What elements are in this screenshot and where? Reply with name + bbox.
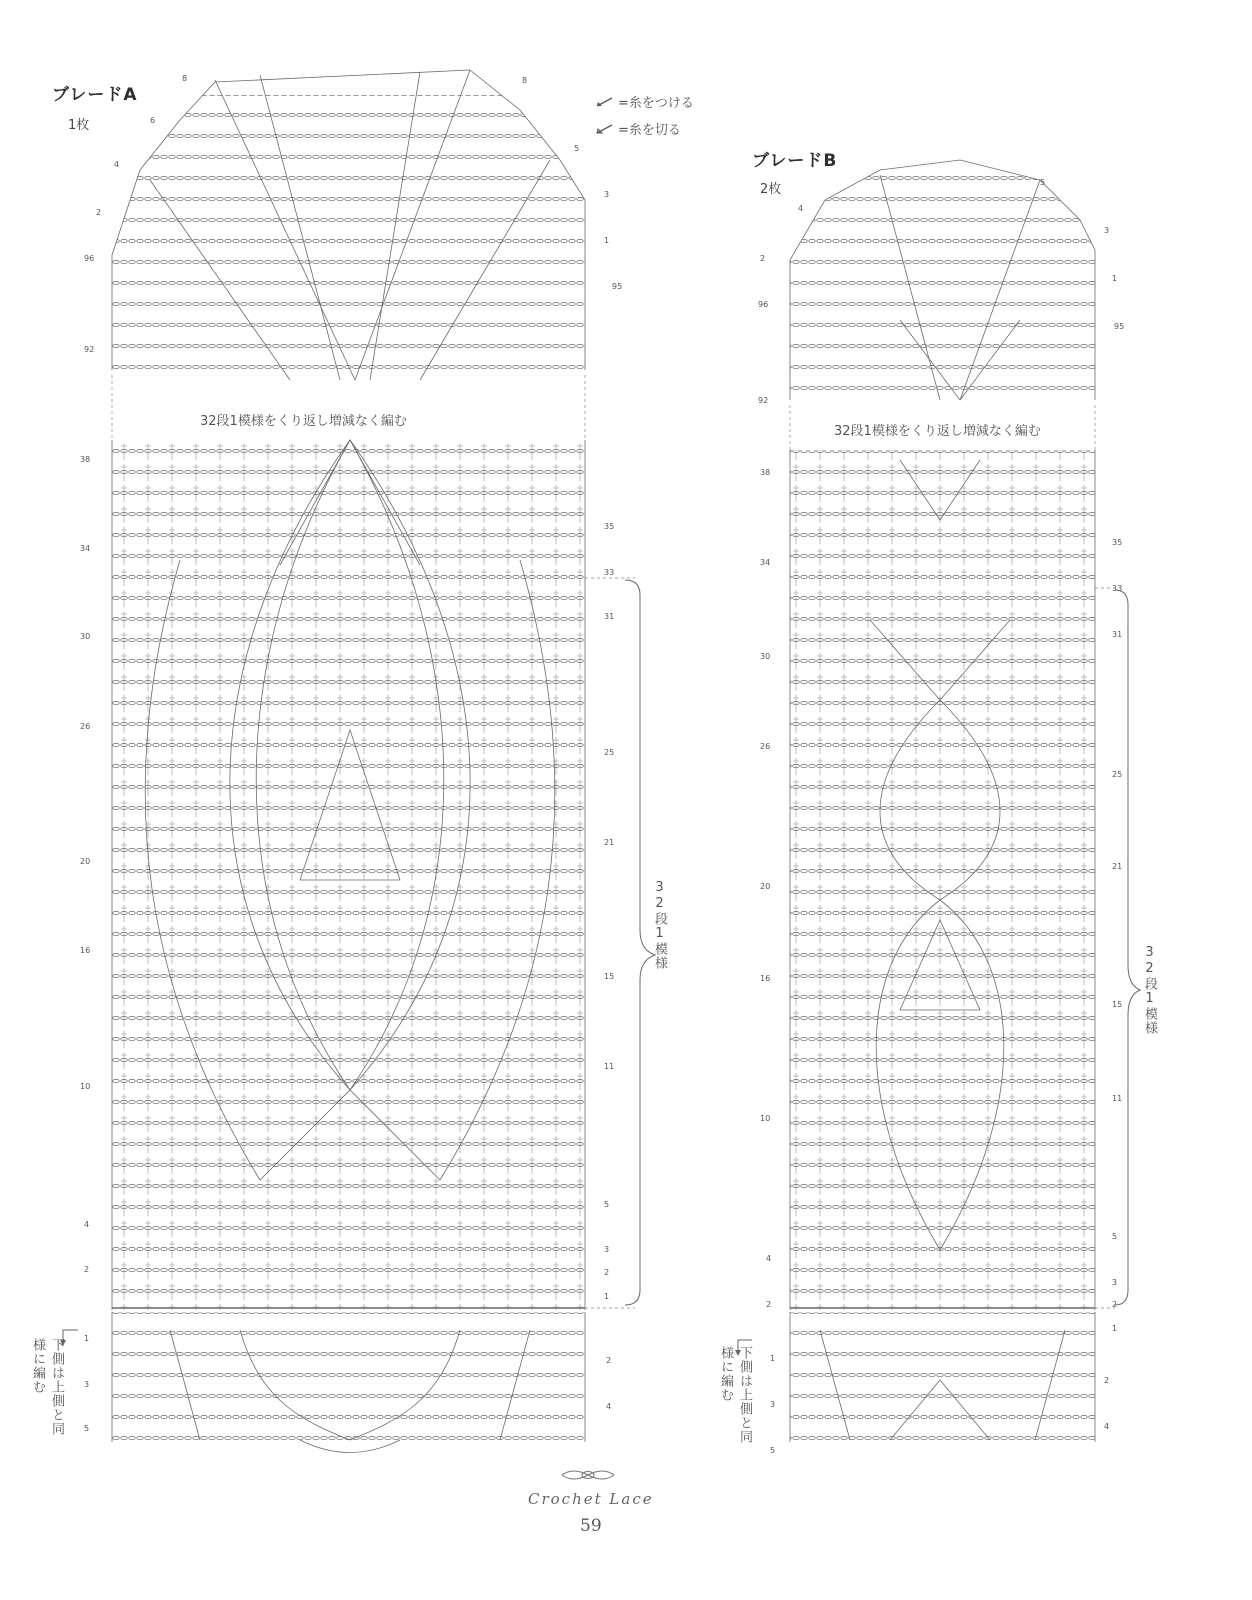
row-label: 3: [1112, 1278, 1118, 1287]
row-label: 34: [760, 558, 771, 567]
braid-a-count: 1枚: [68, 118, 90, 133]
row-label: 10: [760, 1114, 771, 1123]
braid-b-count: 2枚: [760, 182, 782, 197]
row-label: 3: [604, 190, 610, 199]
row-label: 33: [1112, 584, 1123, 593]
row-label: 35: [1112, 538, 1123, 547]
row-label: 35: [604, 522, 615, 531]
row-label: 4: [114, 160, 120, 169]
braid-b-bottom-chart: [790, 1312, 1095, 1442]
attach-yarn-icon: [596, 96, 614, 108]
row-label: 5: [1112, 1232, 1118, 1241]
braid-a-top-chart: [112, 70, 585, 380]
braid-b-repeat-note: 32段1模様をくり返し増減なく編む: [834, 424, 1041, 439]
row-label: 8: [182, 74, 188, 83]
row-label: 11: [604, 1062, 615, 1071]
row-label: 20: [80, 857, 91, 866]
row-label: 96: [758, 300, 769, 309]
row-label: 4: [766, 1254, 772, 1263]
row-label: 4: [606, 1402, 612, 1411]
braid-a-repeat-label: 32段1模様: [652, 880, 667, 970]
row-label: 20: [760, 882, 771, 891]
row-label: 2: [606, 1356, 612, 1365]
row-label: 10: [80, 1082, 91, 1091]
row-label: 25: [604, 748, 615, 757]
ornament-icon: [558, 1466, 618, 1484]
footer-title: Crochet Lace: [528, 1490, 654, 1508]
row-label: 3: [770, 1400, 776, 1409]
legend-attach-label: =糸をつける: [618, 96, 694, 111]
row-label: 96: [84, 254, 95, 263]
row-label: 1: [604, 236, 610, 245]
row-label: 2: [766, 1300, 772, 1309]
row-label: 5: [1040, 178, 1046, 187]
row-label: 1: [604, 1292, 610, 1301]
row-label: 5: [574, 144, 580, 153]
row-label: 11: [1112, 1094, 1123, 1103]
braid-a-bottom-note: 下側は上側と同様に編む: [30, 1338, 64, 1436]
row-label: 31: [1112, 630, 1123, 639]
row-label: 34: [80, 544, 91, 553]
row-label: 95: [612, 282, 623, 291]
row-label: 3: [604, 1245, 610, 1254]
row-label: 26: [760, 742, 771, 751]
braid-b-title: ブレードB: [752, 151, 838, 171]
row-label: 30: [80, 632, 91, 641]
row-label: 3: [1104, 226, 1110, 235]
row-label: 5: [84, 1424, 90, 1433]
row-label: 2: [604, 1268, 610, 1277]
row-label: 21: [604, 838, 615, 847]
legend-cut-label: =糸を切る: [618, 123, 681, 138]
row-label: 6: [150, 116, 156, 125]
braid-b-top-chart: [790, 160, 1095, 400]
row-label: 5: [770, 1446, 776, 1455]
row-label: 3: [84, 1380, 90, 1389]
row-label: 38: [80, 455, 91, 464]
row-label: 31: [604, 612, 615, 621]
row-label: 2: [84, 1265, 90, 1274]
braid-b-repeat-label: 32段1模様: [1142, 945, 1157, 1035]
row-label: 26: [80, 722, 91, 731]
page-number: 59: [580, 1516, 602, 1536]
row-label: 16: [760, 974, 771, 983]
legend-attach: [596, 92, 694, 111]
row-label: 8: [522, 76, 528, 85]
row-label: 1: [1112, 274, 1118, 283]
row-label: 2: [760, 254, 766, 263]
row-label: 16: [80, 946, 91, 955]
row-label: 15: [604, 972, 615, 981]
braid-b-bottom-note: 下側は上側と同様に編む: [718, 1346, 752, 1444]
row-label: 4: [798, 204, 804, 213]
row-label: 2: [1112, 1300, 1118, 1309]
row-label: 1: [84, 1334, 90, 1343]
legend-cut: [596, 119, 681, 138]
braid-b-main-chart: [790, 450, 1095, 1310]
row-label: 1: [770, 1354, 776, 1363]
braid-a-main-chart: [112, 440, 585, 1310]
row-label: 30: [760, 652, 771, 661]
row-label: 38: [760, 468, 771, 477]
cut-yarn-icon: [596, 123, 614, 135]
row-label: 92: [84, 345, 95, 354]
braid-b-repeat-bracket: [1115, 590, 1140, 1305]
row-label: 5: [604, 1200, 610, 1209]
row-label: 1: [1112, 1324, 1118, 1333]
row-label: 92: [758, 396, 769, 405]
row-label: 25: [1112, 770, 1123, 779]
braid-a-repeat-note: 32段1模様をくり返し増減なく編む: [200, 414, 407, 429]
row-label: 95: [1114, 322, 1125, 331]
row-label: 21: [1112, 862, 1123, 871]
row-label: 15: [1112, 1000, 1123, 1009]
row-label: 4: [84, 1220, 90, 1229]
row-label: 2: [1104, 1376, 1110, 1385]
braid-a-bottom-chart: [112, 1312, 585, 1453]
row-label: 2: [96, 208, 102, 217]
row-label: 4: [1104, 1422, 1110, 1431]
row-label: 33: [604, 568, 615, 577]
braid-a-title: ブレードA: [52, 85, 138, 105]
